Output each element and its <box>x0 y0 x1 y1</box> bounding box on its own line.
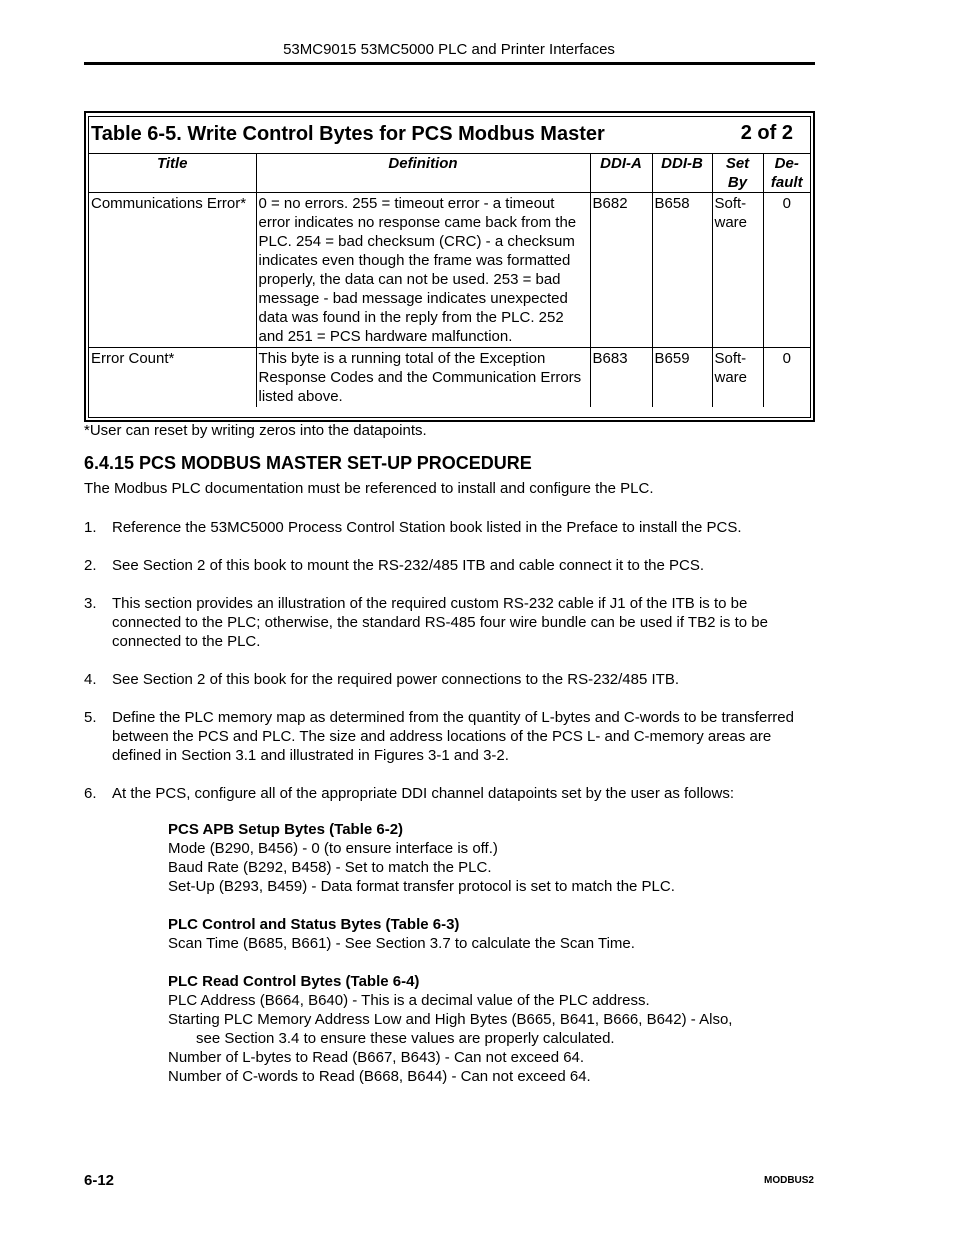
subsection-line: Set-Up (B293, B459) - Data format transfer protocol is set to match the PLC. <box>168 878 675 895</box>
doc-code: MODBUS2 <box>763 1175 814 1186</box>
table-header-row <box>89 154 810 193</box>
table-inner-frame <box>88 116 811 418</box>
subsection-line: Number of C-words to Read (B668, B644) - Can not exceed 64. <box>168 1068 591 1085</box>
step-text: At the PCS, configure all of the appropriate DDI channel datapoints set by the user as follows: <box>112 785 735 802</box>
subsection-line: PLC Address (B664, B640) - This is a decimal value of the PLC address. <box>168 992 650 1009</box>
table-grid <box>89 154 810 407</box>
row-title: Communications Error* <box>89 193 256 348</box>
step-number: 1. <box>84 519 97 536</box>
step-number: 5. <box>84 709 97 726</box>
subsection-line: Starting PLC Memory Address Low and High Bytes (B665, B641, B666, B642) - Also, <box>168 1011 733 1028</box>
column-header-ddi-a: DDI-A <box>590 154 652 193</box>
table-caption: Table 6-5. Write Control Bytes for PCS Modbus Master <box>91 123 605 145</box>
subsection-line: Mode (B290, B456) - 0 (to ensure interface is off.) <box>168 840 498 857</box>
step-text: Reference the 53MC5000 Process Control Station book listed in the Preface to install the PCS. <box>112 519 742 536</box>
page-number: 6-12 <box>84 1172 115 1189</box>
column-header-definition: Definition <box>256 154 590 193</box>
step-number: 2. <box>84 557 97 574</box>
row-definition: This byte is a running total of the Exception Response Codes and the Communication Errors listed above. <box>256 348 590 408</box>
step-number: 4. <box>84 671 97 688</box>
step-number: 6. <box>84 785 97 802</box>
table-page-indicator: 2 of 2 <box>740 122 793 144</box>
subsection-pcs-apb-setup <box>168 820 818 896</box>
subsection-line: Number of L-bytes to Read (B667, B643) - Can not exceed 64. <box>168 1049 585 1066</box>
step-number: 3. <box>84 595 97 612</box>
table-row <box>89 348 810 408</box>
row-set-by: Soft- ware <box>712 193 763 348</box>
step-text: Define the PLC memory map as determined from the quantity of L-bytes and C-words to be transferred between the PCS and PLC. The size and address locations of the PCS L- and C-memory areas are defined in Section 3.1 and illustrated in Figures 3-1 and 3-2. <box>112 709 794 764</box>
table-caption-row <box>89 117 810 154</box>
subsection-title: PLC Read Control Bytes (Table 6-4) <box>168 973 420 990</box>
procedure-steps <box>84 518 815 822</box>
header-rule <box>84 62 815 65</box>
list-item <box>84 518 815 537</box>
list-item <box>84 784 815 803</box>
row-default: 0 <box>763 348 810 408</box>
column-header-title: Title <box>89 154 256 193</box>
row-title: Error Count* <box>91 350 175 367</box>
table-row <box>89 193 810 348</box>
list-item <box>84 670 815 689</box>
row-ddi-a: B682 <box>590 193 652 348</box>
row-ddi-b: B659 <box>652 348 712 408</box>
row-set-by: Soft- ware <box>712 348 763 408</box>
write-control-bytes-table <box>84 111 815 422</box>
row-ddi-b: B658 <box>652 193 712 348</box>
subsection-line: see Section 3.4 to ensure these values are properly calculated. <box>196 1030 615 1047</box>
subsection-title: PLC Control and Status Bytes (Table 6-3) <box>168 916 460 933</box>
step-text: See Section 2 of this book to mount the RS-232/485 ITB and cable connect it to the PCS. <box>112 557 705 574</box>
step-text: See Section 2 of this book for the required power connections to the RS-232/485 ITB. <box>112 671 680 688</box>
subsection-title: PCS APB Setup Bytes (Table 6-2) <box>168 821 404 838</box>
list-item <box>84 708 815 765</box>
subsection-plc-control-status <box>168 915 818 953</box>
step-text: This section provides an illustration of the required custom RS-232 cable if J1 of the ITB is to be connected to the PLC; otherwise, the standard RS-485 four wire bundle can be used if TB2 is to be connected to the PLC. <box>112 595 768 650</box>
row-definition: 0 = no errors. 255 = timeout error - a timeout error indicates no response came back from the PLC. 254 = bad checksum (CRC) - a checksum indicates even though the frame was formatted properly, the data can not be used. 253 = bad message - bad message indicates unexpected data was found in the reply from the PLC. 252 and 251 = PCS hardware malfunction. <box>256 193 590 348</box>
list-item <box>84 556 815 575</box>
row-default: 0 <box>763 193 810 348</box>
section-intro: The Modbus PLC documentation must be referenced to install and configure the PLC. <box>84 480 654 497</box>
subsections <box>168 820 818 1105</box>
column-header-default: De- fault <box>763 154 810 193</box>
subsection-line: Baud Rate (B292, B458) - Set to match the PLC. <box>168 859 492 876</box>
subsection-plc-read-control <box>168 972 818 1086</box>
column-header-ddi-b: DDI-B <box>652 154 712 193</box>
list-item <box>84 594 815 651</box>
table-footnote: *User can reset by writing zeros into the datapoints. <box>84 422 427 439</box>
page-header: 53MC9015 53MC5000 PLC and Printer Interfaces <box>283 41 615 58</box>
row-ddi-a: B683 <box>590 348 652 408</box>
column-header-set-by: Set By <box>712 154 763 193</box>
subsection-line: Scan Time (B685, B661) - See Section 3.7 to calculate the Scan Time. <box>168 935 635 952</box>
section-heading: 6.4.15 PCS MODBUS MASTER SET-UP PROCEDURE <box>84 453 532 473</box>
